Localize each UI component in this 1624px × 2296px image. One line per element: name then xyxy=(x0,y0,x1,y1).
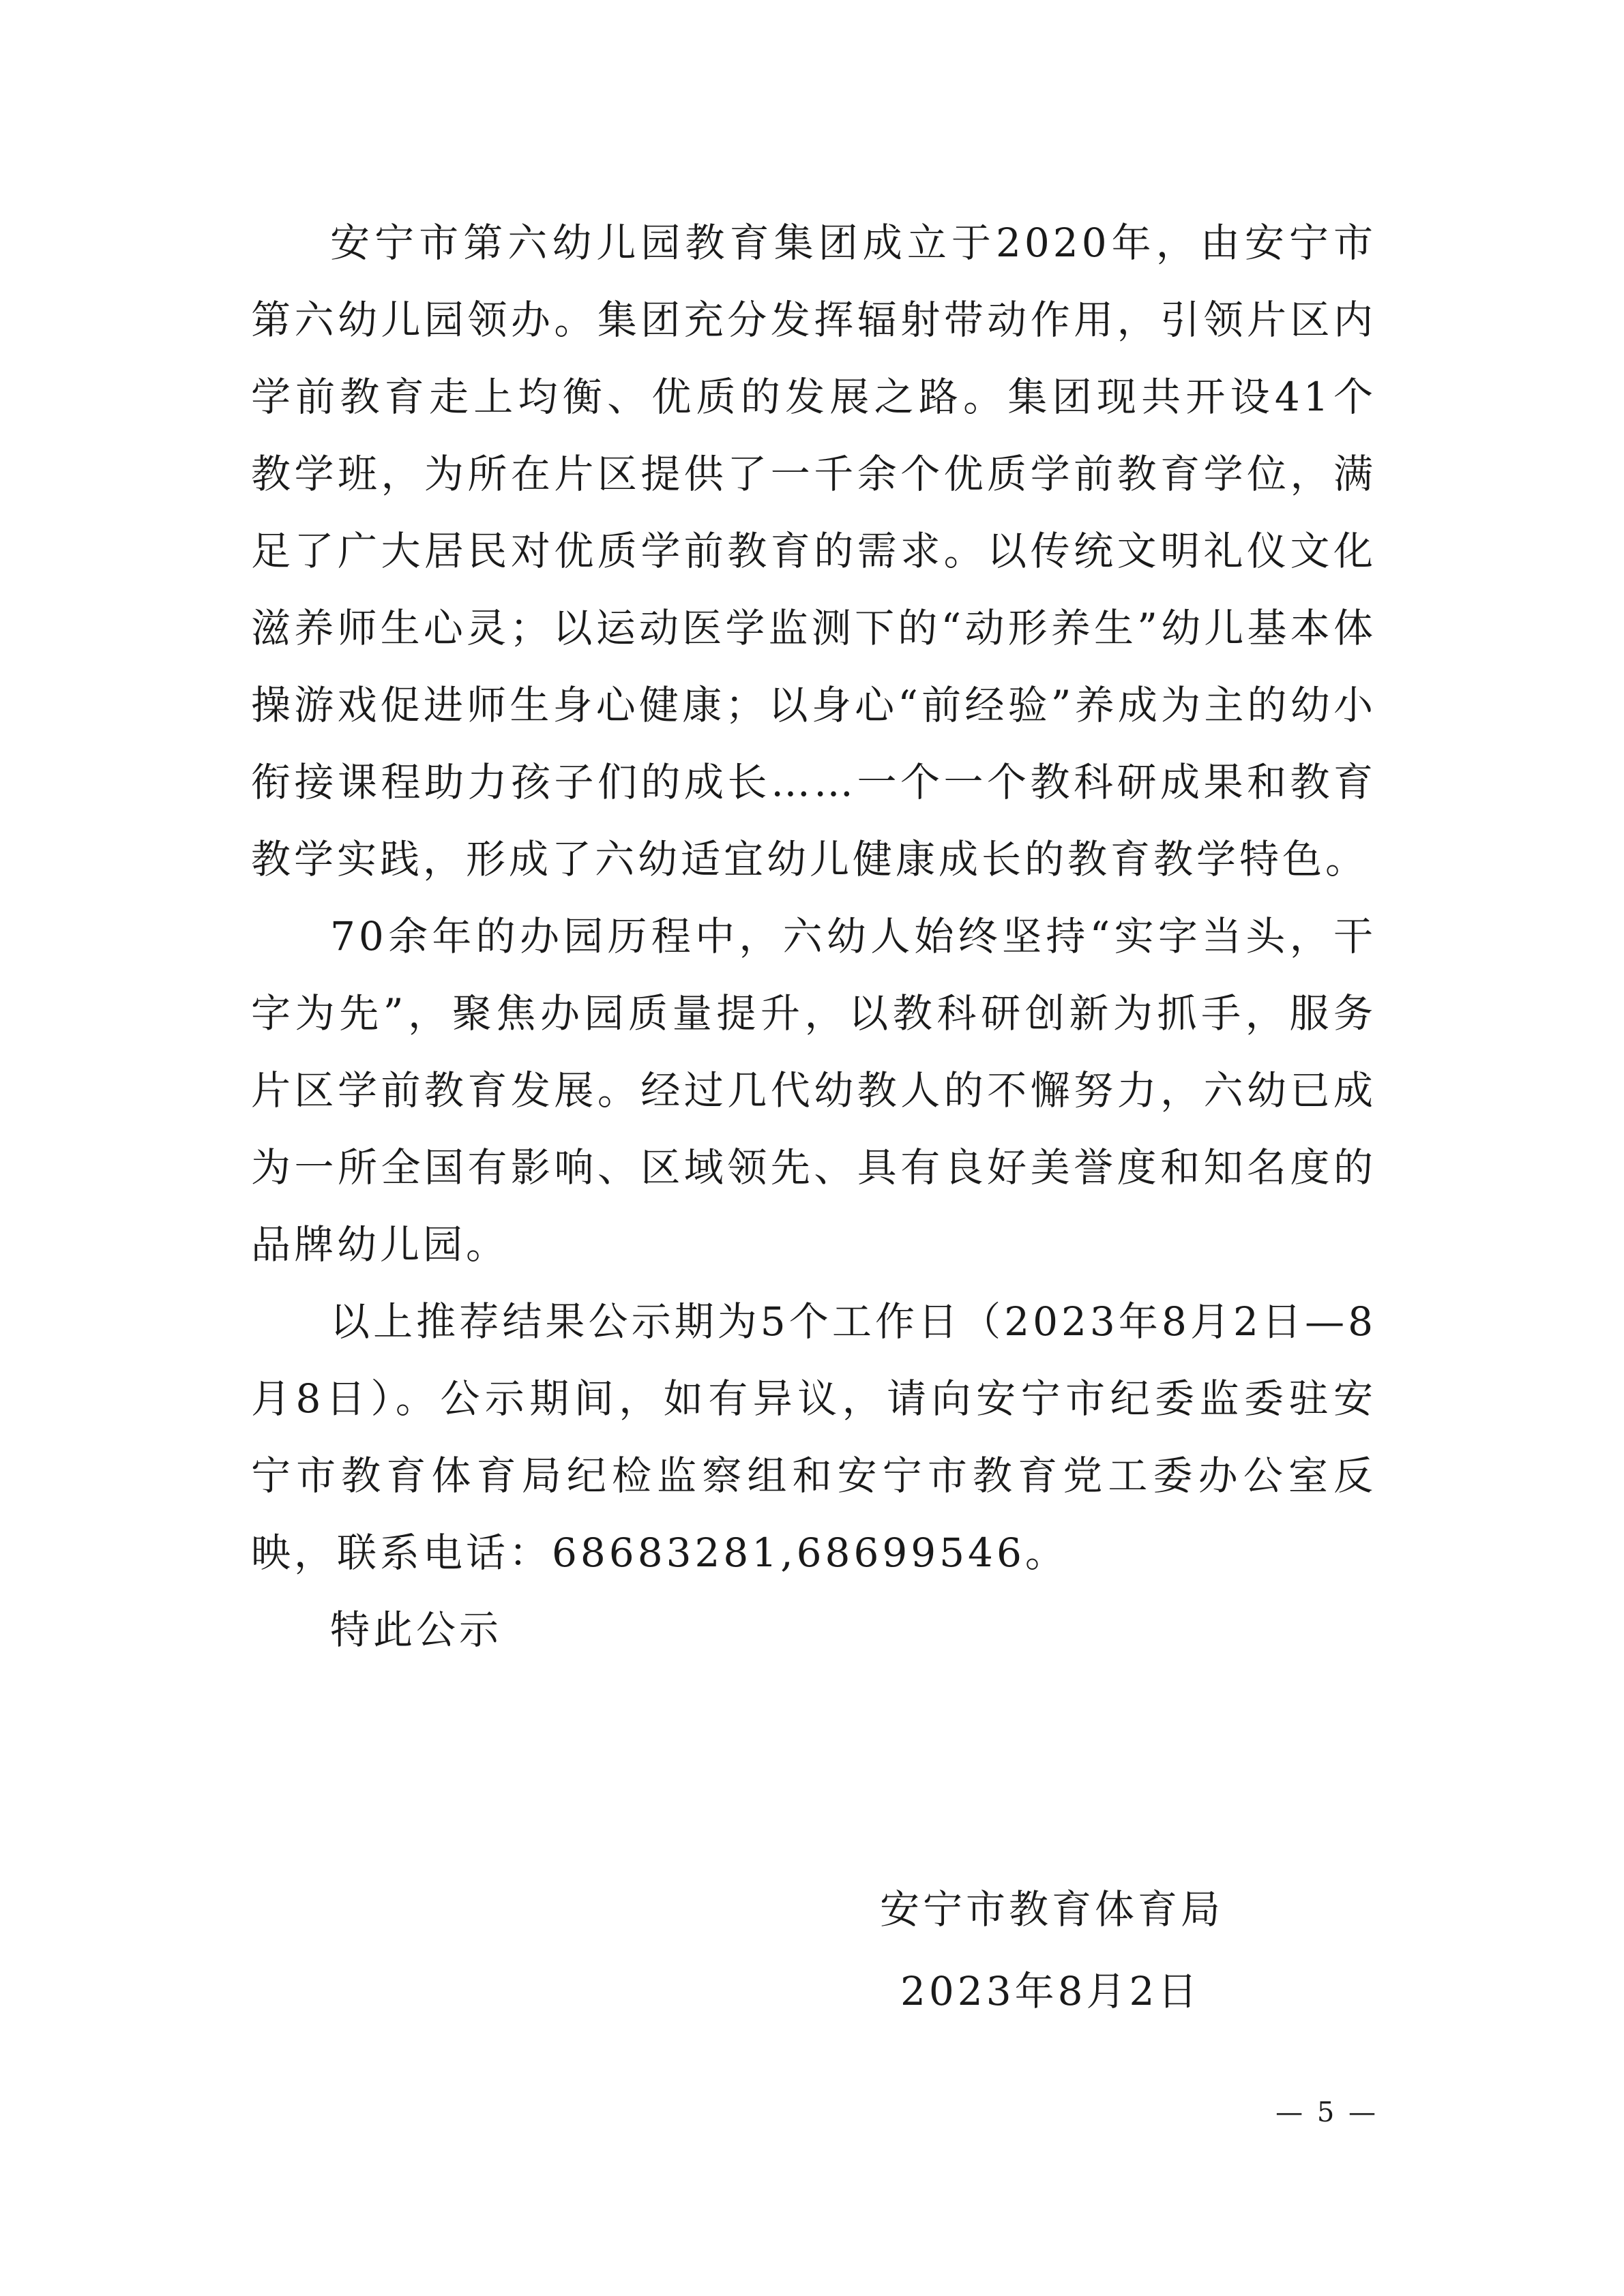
signature-block xyxy=(880,1868,1262,2032)
paragraph-notice-period: 以上推荐结果公示期为5个工作日（2023年8月2日—8月8日）。公示期间，如有异议，请向安宁市纪委监委驻安宁市教育体育局纪检监察组和安宁市教育党工委办公室反映，联系电话：68683281,68699546。 xyxy=(251,1298,1376,1576)
paragraph-group-intro: 安宁市第六幼儿园教育集团成立于2020年，由安宁市第六幼儿园领办。集团充分发挥辐射带动作用，引领片区内学前教育走上均衡、优质的发展之路。集团现共开设41个教学班，为所在片区提供了一千余个优质学前教育学位，满足了广大居民对优质学前教育的需求。以传统文明礼仪文化滋养师生心灵；以运动医学监测下的“动形养生”幼儿基本体操游戏促进师生身心健康；以身心“前经验”养成为主的幼小衔接课程助力孩子们的成长……一个一个教科研成果和教育教学实践，形成了六幼适宜幼儿健康成长的教育教学特色。 xyxy=(251,220,1376,882)
paragraph-closing: 特此公示 xyxy=(330,1607,503,1653)
paragraph-history: 70余年的办园历程中，六幼人始终坚持“实字当头，干字为先”，聚焦办园质量提升，以教科研创新为抓手，服务片区学前教育发展。经过几代幼教人的不懈努力，六幼已成为一所全国有影响、区域领先、具有良好美誉度和知名度的品牌幼儿园。 xyxy=(251,913,1376,1268)
page-number: — 5 — xyxy=(1275,2097,1378,2128)
signature-date: 2023年8月2日 xyxy=(900,1968,1201,2014)
document-body xyxy=(251,205,1376,1669)
signature-org: 安宁市教育体育局 xyxy=(880,1886,1224,1933)
